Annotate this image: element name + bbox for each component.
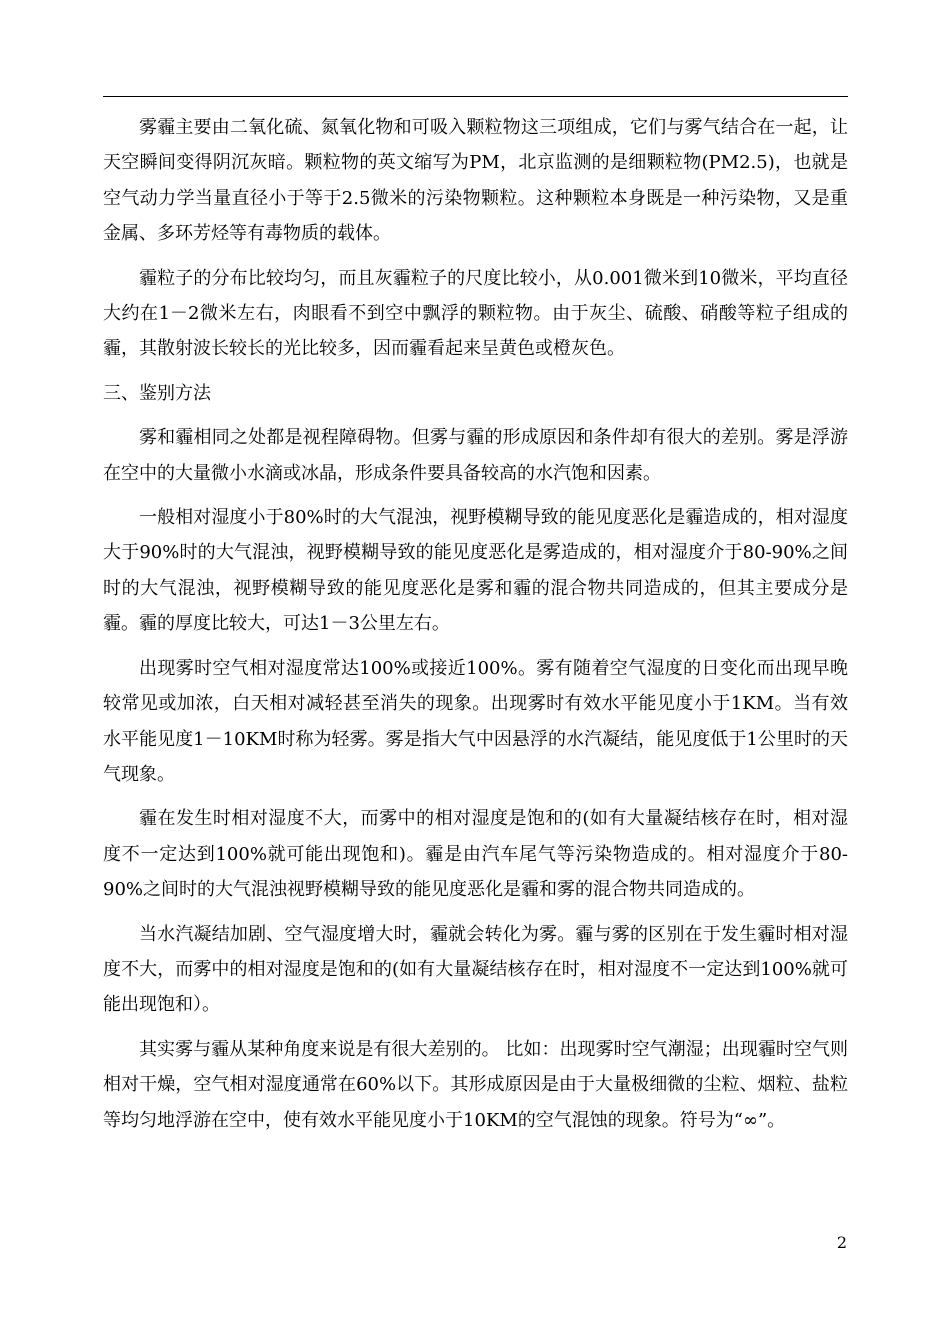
paragraph-humidity-threshold: 一般相对湿度小于80%时的大气混浊，视野模糊导致的能见度恶化是霾造成的，相对湿度大于90%时的大气混浊，视野模糊导致的能见度恶化是雾造成的，相对湿度介于80-90%之间时的大气混浊，视野模糊导致的能见度恶化是雾和霾的混合物共同造成的，但其主要成分是霾。霾的厚度比较大，可达1－3公里左右。 [103,507,848,635]
document-body [103,110,848,1147]
paragraph-composition: 雾霾主要由二氧化硫、氮氧化物和可吸入颗粒物这三项组成，它们与雾气结合在一起，让天空瞬间变得阴沉灰暗。颗粒物的英文缩写为PM，北京监测的是细颗粒物(PM2.5)，也就是空气动力学当量直径小于等于2.5微米的污染物颗粒。这种颗粒本身既是一种污染物，又是重金属、多环芳烃等有毒物质的载体。 [103,117,848,245]
header-rule [103,96,848,97]
paragraph-fog-visibility: 出现雾时空气相对湿度常达100%或接近100%。雾有随着空气湿度的日变化而出现早晚较常见或加浓，白天相对减轻甚至消失的现象。出现雾时有效水平能见度小于1KM。当有效水平能见度1－10KM时称为轻雾。雾是指大气中因悬浮的水汽凝结，能见度低于1公里时的天气现象。 [103,657,848,785]
paragraph-particle-distribution: 霾粒子的分布比较均匀，而且灰霾粒子的尺度比较小，从0.001微米到10微米，平均直径大约在1－2微米左右，肉眼看不到空中飘浮的颗粒物。由于灰尘、硫酸、硝酸等粒子组成的霾，其散射波长较长的光比较多，因而霾看起来呈黄色或橙灰色。 [103,267,848,360]
paragraph-haze-to-fog: 当水汽凝结加剧、空气湿度增大时，霾就会转化为雾。霾与雾的区别在于发生霾时相对湿度不大，而雾中的相对湿度是饱和的(如有大量凝结核存在时，相对湿度不一定达到100%就可能出现饱和）。 [103,923,848,1016]
paragraph-differences: 其实雾与霾从某种角度来说是有很大差别的。 比如：出现雾时空气潮湿；出现霾时空气则相对干燥，空气相对湿度通常在60%以下。其形成原因是由于大量极细微的尘粒、烟粒、盐粒等均匀地浮游在空中，使有效水平能见度小于10KM的空气混蚀的现象。符号为“∞”。 [103,1038,848,1131]
paragraph-haze-humidity: 霾在发生时相对湿度不大，而雾中的相对湿度是饱和的(如有大量凝结核存在时，相对湿度不一定达到100%就可能出现饱和)。霾是由汽车尾气等污染物造成的。相对湿度介于80-90%之间时的大气混浊视野模糊导致的能见度恶化是霾和雾的混合物共同造成的。 [103,808,848,901]
page-number: 2 [836,1233,847,1252]
paragraph-fog-haze-similarity: 雾和霾相同之处都是视程障碍物。但雾与霾的形成原因和条件却有很大的差别。雾是浮游在空中的大量微小水滴或冰晶，形成条件要具备较高的水汽饱和因素。 [103,427,848,484]
section-heading-identification: 三、鉴别方法 [103,382,211,404]
